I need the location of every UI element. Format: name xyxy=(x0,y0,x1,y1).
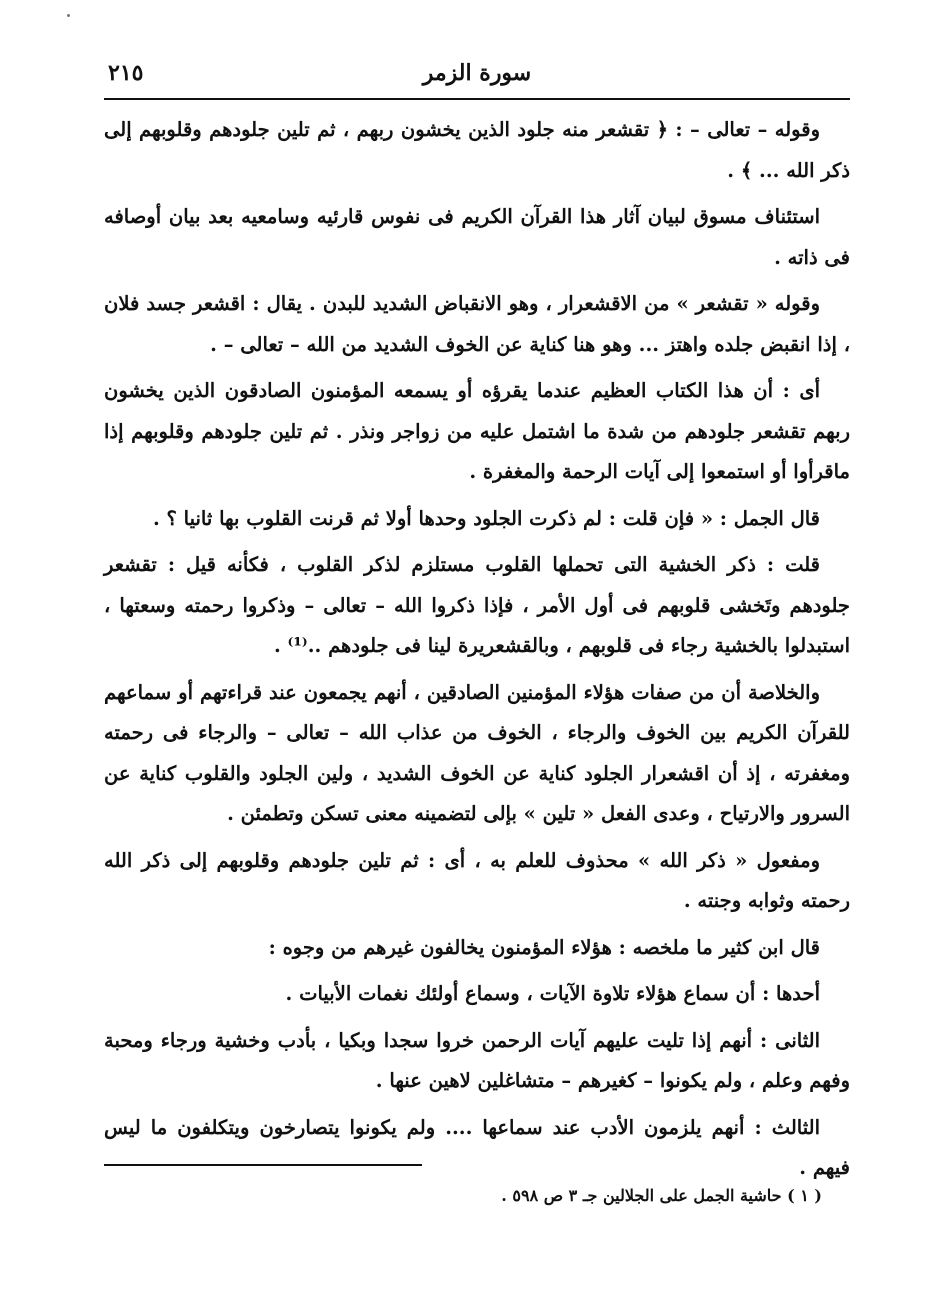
paragraph-verse: وقوله – تعالى – : ﴿ تقشعر منه جلود الذين يخشون ربهم ، ثم تلين جلودهم وقلوبهم إلى ذكر الله ... ﴾ . xyxy=(104,118,850,182)
paragraph-meaning: أى : أن هذا الكتاب العظيم عندما يقرؤه أو يسمعه المؤمنون الصادقون الذين يخشون ربهم تقشعر جلودهم من شدة ما اشتمل عليه من زواجر ونذر . ثم تلين جلودهم وقلوبهم إذا ماقرأوا أو استمعوا إلى آيات الرحمة والمغفرة . xyxy=(104,379,850,483)
paragraph-summary: والخلاصة أن من صفات هؤلاء المؤمنين الصادقين ، أنهم يجمعون عند قراءتهم أو سماعهم للقرآن الكريم بين الخوف والرجاء ، الخوف من عذاب الله – تعالى – والرجاء فى رحمته ومغفرته ، إذ أن اقشعرار الجلود كناية عن الخوف الشديد ، ولين الجلود والقلوب كناية عن السرور والارتياح ، وعدى الفعل « تلين » بإلى لتضمينه معنى تسكن وتطمئن . xyxy=(104,680,850,825)
book-page xyxy=(104,58,850,1248)
footnote: ( ١ ) حاشية الجمل على الجلالين جـ ٣ ص ٥٩٨ . xyxy=(501,1186,822,1205)
page-speck xyxy=(67,14,70,17)
page-number: ٢١٥ xyxy=(108,60,144,86)
footnote-rule xyxy=(104,1164,422,1166)
paragraph-context: استئناف مسوق لبيان آثار هذا القرآن الكريم فى نفوس قارئيه وسامعيه بعد بيان أوصافه فى ذاته . xyxy=(104,205,850,269)
paragraph-ibn-kathir: قال ابن كثير ما ملخصه : هؤلاء المؤمنون يخالفون غيرهم من وجوه : xyxy=(268,935,820,959)
surah-title: سورة الزمر xyxy=(422,60,532,86)
paragraph-third-point: الثالث : أنهم يلزمون الأدب عند سماعها .... ولم يكونوا يتصارخون ويتكلفون ما ليس فيهم . xyxy=(104,1115,850,1179)
page-header xyxy=(104,58,850,98)
paragraph-definition: وقوله « تقشعر » من الاقشعرار ، وهو الانقباض الشديد للبدن . يقال : اقشعر جسد فلان ، إذا انقبض جلده واهتز ... وهو هنا كناية عن الخوف الشديد من الله – تعالى – . xyxy=(104,292,850,356)
paragraph-first-point: أحدها : أن سماع هؤلاء تلاوة الآيات ، وسماع أولئك نغمات الأبيات . xyxy=(285,982,820,1005)
page-body xyxy=(104,110,850,1189)
paragraph-object: ومفعول « ذكر الله » محذوف للعلم به ، أى : ثم تلين جلودهم وقلوبهم إلى ذكر الله رحمته وثوابه وجنته . xyxy=(104,848,850,912)
header-rule xyxy=(104,98,850,100)
paragraph-jamal-question: قال الجمل : « فإن قلت : لم ذكرت الجلود وحدها أولا ثم قرنت القلوب بها ثانيا ؟ . xyxy=(152,506,820,530)
paragraph-jamal-answer: قلت : ذكر الخشية التى تحملها القلوب مستلزم لذكر القلوب ، فكأنه قيل : تقشعر جلودهم وتَخشى قلوبهم فى أول الأمر ، فإذا ذكروا الله – تعالى – وذكروا رحمته وسعتها ، استبدلوا بالخشية رجاء فى قلوبهم ، وبالقشعريرة لينا فى جلودهم ..⁽¹⁾ . xyxy=(104,553,850,657)
paragraph-second-point: الثانى : أنهم إذا تليت عليهم آيات الرحمن خروا سجدا وبكيا ، بأدب وخشية ورجاء ومحبة وفهم وعلم ، ولم يكونوا – كغيرهم – متشاغلين لاهين عنها . xyxy=(104,1028,850,1092)
